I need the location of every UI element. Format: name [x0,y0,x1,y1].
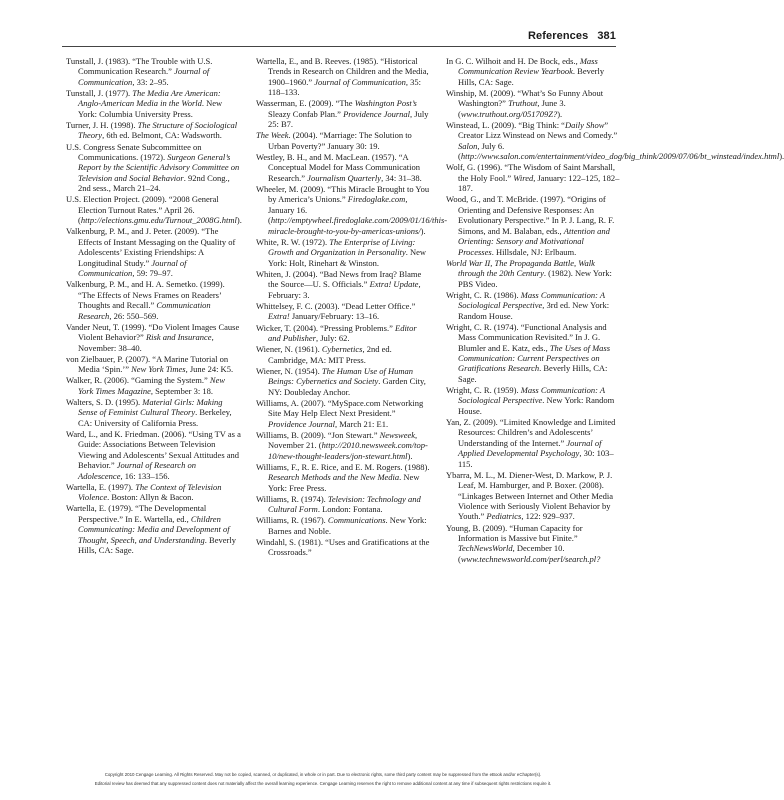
reference-entry [66,482,241,503]
reference-entry [66,142,241,194]
reference-text: In G. C. Wilhoit and H. De Bock, eds., [446,56,580,66]
reference-text: Westley, B. H., and M. MacLean. (1957). “A Conceptual Model for Mass Communication Research.” [256,152,421,183]
reference-text: Vander Neut, T. (1999). “Do Violent Images Cause Violent Behavior?” [66,321,240,343]
reference-entry [446,120,784,162]
reference-text: ). [557,108,563,119]
reference-italic-text: http://emptywheel.firedoglake.com/2009/01/16/this-miracle-brought-to-you-by-americas-unions/ [268,215,448,236]
reference-text: , July 25: B7. [268,108,429,130]
reference-text: . New York: Free Press. [268,472,420,493]
reference-italic-text: Surgeon General’s Report by the Scientific Advisory Committee on Television and Social Behavior [78,152,240,183]
reference-italic-text: Washington Post’s [354,98,417,109]
reference-italic-text: Salon [458,140,478,151]
reference-text: . London: Fontana. [317,504,383,515]
reference-text: Ward, L., and K. Friedman. (2006). “Using TV as a Guide: Associations Between Television Viewing and Adolescents’ Sexual Attitudes and Behavior.” [66,428,241,471]
reference-text: Wartella, E. (1979). “The Developmental Perspective.” In E. Wartella, ed., [66,503,207,524]
reference-entry [66,56,241,87]
reference-italic-text: Journalism Quarterly [307,172,382,183]
reference-italic-text: Daily Show [564,120,605,131]
reference-italic-text: The Week [256,130,289,141]
reference-entry [256,398,431,429]
reference-italic-text: Journal of Applied Developmental Psychology [458,437,602,459]
reference-text: Wicker, T. (2004). “Pressing Problems.” [256,322,395,333]
reference-italic-text: Communications [327,515,386,526]
reference-entry [256,184,448,236]
reference-entry [446,322,621,384]
reference-text: Yan, Z. (2009). “Limited Knowledge and Limited Resources: Children’s and Adolescents’ Understanding of the Internet.” [446,416,616,448]
reference-text: , November: 38–40. [78,332,214,353]
reference-italic-text: www.truthout.org/051709Z? [460,108,558,119]
reference-column-1 [66,56,241,556]
reference-italic-text: http://www.salon.com/entertainment/video_dog/big_think/2009/07/06/bt_winstead/index.html [460,151,780,162]
reference-italic-text: Extra! Update [369,279,419,290]
reference-text: , 34: 31–38. [381,172,422,183]
reference-text: . Hillsdale, NJ: Erlbaum. [491,246,577,257]
reference-text: U.S. Congress Senate Subcommittee on Communications. (1972). [66,141,202,163]
reference-text: ). [779,151,784,162]
reference-entry [256,323,431,344]
reference-italic-text: www.technewsworld.com/perl/search.pl? [460,553,601,564]
reference-entry [446,56,621,87]
reference-text: Wheeler, M. (2009). “This Miracle Brought to You by America’s Unions.” [256,184,430,205]
reference-text: . New York: Random House. [458,395,615,416]
reference-italic-text: New York Times Magazine [78,375,226,396]
reference-text: Wartella, E., and B. Reeves. (1985). “Historical Trends in Research on Children and the Media, 1900–1960.” [256,56,429,87]
header-rule [62,46,616,47]
running-header [528,30,616,42]
reference-text: , February: 3. [268,279,421,300]
reference-italic-text: Mass Communication: A Sociological Perspective [458,289,605,311]
reference-italic-text: Material Girls: Making Sense of Feminist Cultural Theory [78,396,223,418]
reference-text: ). [236,215,242,226]
reference-text: Wood, G., and T. McBride. (1997). “Origins of Orienting and Defensive Responses: An Evolutionary Perspective.” In P. J. Lang, R. F. Simons, and M. Balaban, eds., [446,194,615,236]
reference-italic-text: Children Communicating: Media and Development of Thought, Speech, and Understanding [78,513,230,545]
reference-italic-text: The Uses of Mass Communication: Current Perspectives on Gratifications Research [458,342,611,374]
reference-entry [256,462,431,493]
reference-entry [66,503,241,555]
reference-entry [66,375,241,396]
reference-text: Windahl, S. (1981). “Uses and Gratifications at the Crossroads.” [256,537,430,558]
reference-italic-text: Journal of Communication [78,257,187,279]
reference-text: Winship, M. (2009). “What’s So Funny About Washington?” [446,88,604,109]
reference-text: Williams, A. (2007). “MySpace.com Networking Site May Help Elect Next President.” [256,397,424,419]
reference-italic-text: Editor and Publisher [268,322,417,343]
reference-text: . (2004). “Marriage: The Solution to Urban Poverty?” January 30: 19. [268,130,412,151]
reference-entry [446,290,621,321]
reference-entry [446,258,621,289]
reference-text: , 33: 2–95. [132,76,169,87]
reference-italic-text: Mass Communication Review Yearbook [458,56,598,77]
reference-text: Williams, R. (1974). [256,493,328,504]
reference-italic-text: Communication Research [78,300,211,321]
reference-italic-text: TechNewsWorld [458,543,513,554]
reference-text: Valkenburg, P. M., and H. A. Semetko. (1999). “The Effects of News Frames on Readers’ Thoughts and Recall.” [66,279,225,311]
reference-italic-text: Mass Communication: A Sociological Perspective [458,384,605,406]
reference-text: Wasserman, E. (2009). “The [256,98,355,109]
section-title: References [528,30,589,42]
reference-text: , December 10. ( [458,543,565,564]
reference-text: Wright, C. R. (1974). “Functional Analysis and Mass Communication Revisited.” In J. G. Blumler and E. Katz, eds., [446,321,607,353]
reference-text: Ybarra, M. L., M. Diener-West, D. Markow, P. J. Leaf, M. Hamburger, and P. Boxer. (2008). “Linkages Between Internet and Other Media Violence with Seriously Violent Behavior by Youth.” [446,469,614,522]
reference-italic-text: http://2010.newsweek.com/top-10/new-thought-leaders/jon-stewart.html [268,440,428,461]
reference-text: Young, B. (2009). “Human Capacity for Information is Massive but Finite.” [446,522,583,544]
reference-text: Williams, R. (1967). [256,515,328,526]
reference-italic-text: Cybernetics [321,344,363,355]
reference-italic-text: Providence Journal [268,418,335,429]
reference-italic-text: Newsweek [379,429,416,440]
reference-italic-text: Wired [513,172,534,183]
reference-text: Whiten, J. (2004). “Bad News from Iraq? Blame the Source—U. S. Officials.” [256,268,422,290]
reference-entry [66,88,241,119]
reference-entry [66,194,241,225]
reference-italic-text: Research Methods and the New Media [268,472,400,483]
reference-text: , March 21: E1. [334,418,389,429]
reference-text: , June 3. ( [458,98,566,119]
reference-entry [446,385,621,416]
reference-text: Wiener, N. (1954). [256,365,322,376]
reference-entry [256,515,431,536]
reference-entry [256,366,431,397]
reference-text: Walker, R. (2006). “Gaming the System.” [66,375,210,386]
reference-entry [256,152,431,183]
reference-text: . Beverly Hills, CA: Sage. [458,363,608,384]
reference-text: , January: 122–125, 182–187. [458,172,620,194]
reference-text: Tunstall, J. (1983). “The Trouble with U.S. Communication Research.” [66,56,213,77]
reference-text: Whittelsey, F. C. (2003). “Dead Letter Office.” [256,300,416,311]
reference-italic-text: Journal of Communication [78,66,210,87]
reference-text: Valkenburg, P. M., and J. Peter. (2009). “The Effects of Instant Messaging on the Quality of Adolescents’ Existing Friendships: A Longitudinal Study.” [66,226,236,268]
editorial-notice: Editorial review has deemed that any suppressed content does not materially affect the overall learning experience. Cengage Learning reserves the right to remove additional content at any time if subsequent rights restrictions require it. [94,781,552,786]
reference-column-2 [256,56,448,559]
reference-text: von Zielbauer, P. (2007). “A Marine Tutorial on Media ‘Spin.’” [66,353,229,375]
reference-text: , 122: 929–937. [521,511,575,522]
reference-text: Williams, B. (2009). “Jon Stewart.” [256,429,380,440]
reference-text: , 30: 103–115. [458,448,614,469]
page-number: 381 [597,30,616,42]
reference-italic-text: Truthout [508,98,538,109]
reference-text: White, R. W. (1972). [256,236,330,247]
reference-text: . Beverly Hills, CA: Sage. [458,66,605,87]
reference-entry [66,397,241,428]
reference-text: , November 21. ( [268,429,418,451]
reference-entry [256,537,431,558]
reference-italic-text: Attention and Orienting: Sensory and Motivational Processes [458,225,610,257]
reference-entry [446,523,621,565]
reference-entry [256,430,431,461]
reference-entry [256,301,431,322]
reference-entry [66,120,241,141]
reference-italic-text: Journal of Research on Adolescence [78,460,196,481]
reference-italic-text: Journal of Communication [314,76,406,87]
reference-text: Walters, S. D. (1995). [66,396,143,407]
reference-italic-text: The Human Use of Human Beings: Cybernetics and Society [268,365,414,387]
reference-entry [256,269,431,300]
reference-entry [66,226,241,278]
reference-text: Sleazy Confab Plan.” [268,108,344,119]
copyright-notice: Copyright 2010 Cengage Learning. All Rights Reserved. May not be copied, scanned, or duplicated, in whole or in part. Due to electronic rights, some third party content may be suppressed from the eBook and/or eChapter(s). [104,772,542,777]
reference-text: Wright, C. R. (1986). [446,289,521,300]
reference-text: ” Creator Lizz Winstead on News and Comedy.” [458,120,618,141]
reference-text: , 3rd ed. New York: Random House. [458,300,610,321]
reference-italic-text: New York Times [131,364,186,375]
reference-text: , June 24: K5. [185,364,234,375]
reference-text: . New York: Columbia University Press. [78,98,223,119]
reference-entry [256,344,431,365]
reference-italic-text: The Structure of Sociological Theory [78,120,238,141]
reference-column-3 [446,56,784,565]
reference-text: ). [420,225,426,236]
reference-entry [446,194,621,256]
reference-text: , 6th ed. Belmont, CA: Wadsworth. [102,130,222,141]
reference-text: . New York: Holt, Rinehart & Winston. [268,247,427,268]
reference-text: Wolf, G. (1996). “The Wisdom of Saint Marshall, the Holy Fool.” [446,162,616,183]
reference-italic-text: http://elections.gmu.edu/Turnout_2008G.html [80,215,237,226]
reference-text: Williams, F., R. E. Rice, and E. M. Rogers. (1988). [256,461,430,472]
reference-text: , 16: 133–156. [120,470,170,481]
reference-text: . (1982). New York: PBS Video. [458,268,612,289]
reference-italic-text: Firedoglake.com [347,194,406,205]
reference-entry [66,429,241,481]
reference-entry [66,322,241,353]
reference-text: ). [407,450,413,461]
reference-text: . Berkeley, CA: University of California Press. [78,407,232,428]
reference-entry [66,279,241,321]
reference-text: , 26: 550–569. [109,310,159,321]
reference-text: . Beverly Hills, CA: Sage. [78,534,236,556]
reference-italic-text: World War II, The Propaganda Battle, Walk through the 20th Century [446,257,595,279]
reference-text: . Garden City, NY: Doubleday Anchor. [268,376,426,397]
reference-entry [446,417,621,469]
reference-text: . New York: Barnes and Noble. [268,515,427,536]
reference-entry [446,470,621,522]
reference-text: , 2nd ed. Cambridge, MA: MIT Press. [268,344,392,365]
reference-text: , 35: 118–133. [268,76,422,98]
reference-text: , July 6. ( [458,140,505,162]
reference-entry [256,237,431,268]
reference-text: Wright, C. R. (1959). [446,384,521,395]
reference-italic-text: Television: Technology and Cultural Form [268,493,421,515]
reference-italic-text: The Enterprise of Living: Growth and Organization in Personality [268,236,416,258]
reference-entry [256,56,431,98]
reference-text: , January 16. ( [268,194,408,226]
reference-text: , 59: 79–97. [132,268,173,279]
reference-entry [66,354,241,375]
reference-italic-text: Extra! [268,311,290,322]
reference-italic-text: Providence Journal [343,108,411,119]
reference-entry [256,130,431,151]
reference-italic-text: The Media Are American: Anglo-American Media in the World [78,88,221,109]
reference-text: , July: 62. [315,332,350,343]
reference-text: U.S. Election Project. (2009). “2008 General Election Turnout Rates.” April 26. ( [66,194,219,226]
reference-text: . 92nd Cong., 2nd sess., March 21–24. [78,172,230,194]
reference-italic-text: Pediatrics [486,511,522,522]
reference-text: . Boston: Allyn & Bacon. [107,492,194,503]
reference-entry [446,162,621,193]
reference-entry [256,494,431,515]
reference-text: , September 3: 18. [150,385,213,396]
reference-text: January/February: 13–16. [289,311,380,322]
reference-text: Turner, J. H. (1998). [66,120,138,131]
reference-entry [446,88,621,119]
reference-text: Wiener, N. (1961). [256,344,322,355]
reference-text: Winstead, L. (2009). “Big Think: “ [446,120,565,131]
reference-text: Wartella, E. (1997). [66,481,136,492]
reference-entry [256,98,431,129]
reference-text: Tunstall, J. (1977). [66,88,133,99]
reference-italic-text: Risk and Insurance [145,332,212,343]
reference-italic-text: The Context of Television Violence [78,481,222,503]
